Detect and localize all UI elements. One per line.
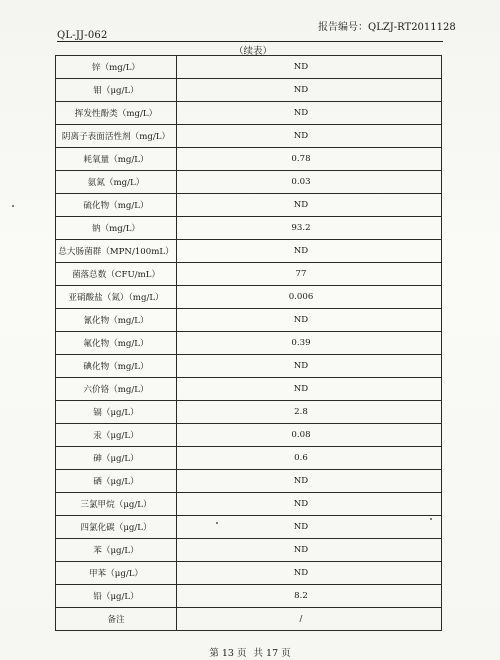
test-item-cell: 锌（mg/L） bbox=[56, 56, 177, 79]
result-value-cell bbox=[177, 608, 442, 631]
continued-label: （续表） bbox=[234, 46, 273, 57]
result-value-cell bbox=[177, 171, 442, 194]
table-row bbox=[56, 539, 442, 562]
table-row bbox=[56, 447, 442, 470]
table-row bbox=[56, 240, 442, 263]
result-value: 0.08 bbox=[291, 430, 311, 440]
result-value: ND bbox=[293, 131, 309, 141]
table-row bbox=[56, 401, 442, 424]
result-value-cell bbox=[177, 56, 442, 79]
scan-speck bbox=[12, 205, 14, 207]
result-value: ND bbox=[293, 499, 309, 509]
test-item-cell: 耗氧量（mg/L） bbox=[56, 148, 177, 171]
test-item-cell: 挥发性酚类（mg/L） bbox=[56, 102, 177, 125]
result-value: 0.78 bbox=[291, 154, 311, 164]
test-item-cell: 镉（μg/L） bbox=[56, 401, 177, 424]
result-value-cell bbox=[177, 401, 442, 424]
table-row bbox=[56, 516, 442, 539]
table-row bbox=[56, 355, 442, 378]
results-table bbox=[55, 55, 442, 631]
result-value: 0.39 bbox=[291, 338, 311, 348]
test-item-cell: 阴离子表面活性剂（mg/L） bbox=[56, 125, 177, 148]
table-row bbox=[56, 263, 442, 286]
result-value: ND bbox=[293, 384, 309, 394]
test-item-cell: 三氯甲烷（μg/L） bbox=[56, 493, 177, 516]
result-value-cell bbox=[177, 217, 442, 240]
test-item-cell: 钠（mg/L） bbox=[56, 217, 177, 240]
test-item-cell: 氨氮（mg/L） bbox=[56, 171, 177, 194]
table-row bbox=[56, 493, 442, 516]
test-item-cell: 氟化物（mg/L） bbox=[56, 332, 177, 355]
result-value-cell bbox=[177, 585, 442, 608]
result-value-cell bbox=[177, 516, 442, 539]
result-value: ND bbox=[293, 108, 309, 118]
test-item-cell: 砷（μg/L） bbox=[56, 447, 177, 470]
result-value: ND bbox=[293, 62, 309, 72]
result-value: / bbox=[299, 614, 303, 624]
table-row bbox=[56, 378, 442, 401]
test-item-cell: 六价铬（mg/L） bbox=[56, 378, 177, 401]
result-value: ND bbox=[293, 85, 309, 95]
result-value-cell bbox=[177, 378, 442, 401]
result-value: ND bbox=[293, 522, 309, 532]
scan-speck bbox=[216, 522, 218, 524]
result-value-cell bbox=[177, 539, 442, 562]
table-row bbox=[56, 102, 442, 125]
test-item-cell: 甲苯（μg/L） bbox=[56, 562, 177, 585]
result-value-cell bbox=[177, 286, 442, 309]
result-value: 93.2 bbox=[291, 223, 311, 233]
test-item-cell: 铅（μg/L） bbox=[56, 585, 177, 608]
table-row bbox=[56, 608, 442, 631]
test-item-cell: 苯（μg/L） bbox=[56, 539, 177, 562]
test-item-cell: 氰化物（mg/L） bbox=[56, 309, 177, 332]
result-value-cell bbox=[177, 79, 442, 102]
result-value: ND bbox=[293, 315, 309, 325]
result-value-cell bbox=[177, 148, 442, 171]
result-value: ND bbox=[293, 200, 309, 210]
result-value-cell bbox=[177, 263, 442, 286]
table-row bbox=[56, 286, 442, 309]
table-row bbox=[56, 332, 442, 355]
result-value: 0.006 bbox=[288, 292, 314, 302]
report-number: 报告编号：QLZJ-RT2011128 bbox=[318, 22, 456, 33]
page-number: 第 13 页 bbox=[209, 648, 247, 659]
test-item-cell: 汞（μg/L） bbox=[56, 424, 177, 447]
result-value: ND bbox=[293, 476, 309, 486]
result-value-cell bbox=[177, 470, 442, 493]
page-footer bbox=[0, 645, 500, 659]
table-row bbox=[56, 562, 442, 585]
test-item-cell: 四氯化碳（μg/L） bbox=[56, 516, 177, 539]
table-row bbox=[56, 171, 442, 194]
result-value-cell bbox=[177, 447, 442, 470]
test-item-cell: 硫化物（mg/L） bbox=[56, 194, 177, 217]
test-item-cell: 备注 bbox=[56, 608, 177, 631]
result-value-cell bbox=[177, 562, 442, 585]
table-row bbox=[56, 148, 442, 171]
table-row bbox=[56, 585, 442, 608]
page-total: 共 17 页 bbox=[253, 648, 291, 659]
table-row bbox=[56, 194, 442, 217]
table-row bbox=[56, 217, 442, 240]
document-code: QL-JJ-062 bbox=[57, 30, 108, 41]
table-row bbox=[56, 424, 442, 447]
result-value: 0.6 bbox=[294, 453, 308, 463]
test-item-cell: 碘化物（mg/L） bbox=[56, 355, 177, 378]
result-value-cell bbox=[177, 125, 442, 148]
table-row bbox=[56, 125, 442, 148]
result-value: 0.03 bbox=[291, 177, 311, 187]
test-item-cell: 总大肠菌群（MPN/100mL） bbox=[56, 240, 177, 263]
table-row bbox=[56, 56, 442, 79]
test-item-cell: 亚硝酸盐（氮）（mg/L） bbox=[56, 286, 177, 309]
result-value-cell bbox=[177, 309, 442, 332]
test-item-cell: 钼（μg/L） bbox=[56, 79, 177, 102]
scan-speck bbox=[430, 518, 432, 520]
result-value-cell bbox=[177, 332, 442, 355]
header-rule bbox=[57, 41, 443, 42]
result-value: 77 bbox=[295, 269, 307, 279]
test-item-cell: 菌落总数（CFU/mL） bbox=[56, 263, 177, 286]
table-row bbox=[56, 470, 442, 493]
result-value: ND bbox=[293, 246, 309, 256]
result-value-cell bbox=[177, 194, 442, 217]
result-value-cell bbox=[177, 102, 442, 125]
result-value: 2.8 bbox=[294, 407, 308, 417]
result-value-cell bbox=[177, 240, 442, 263]
result-value-cell bbox=[177, 493, 442, 516]
result-value: ND bbox=[293, 545, 309, 555]
table-row bbox=[56, 309, 442, 332]
result-value: ND bbox=[293, 568, 309, 578]
result-value-cell bbox=[177, 355, 442, 378]
result-value: 8.2 bbox=[294, 591, 308, 601]
result-value-cell bbox=[177, 424, 442, 447]
table-row bbox=[56, 79, 442, 102]
test-item-cell: 硒（μg/L） bbox=[56, 470, 177, 493]
result-value: ND bbox=[293, 361, 309, 371]
